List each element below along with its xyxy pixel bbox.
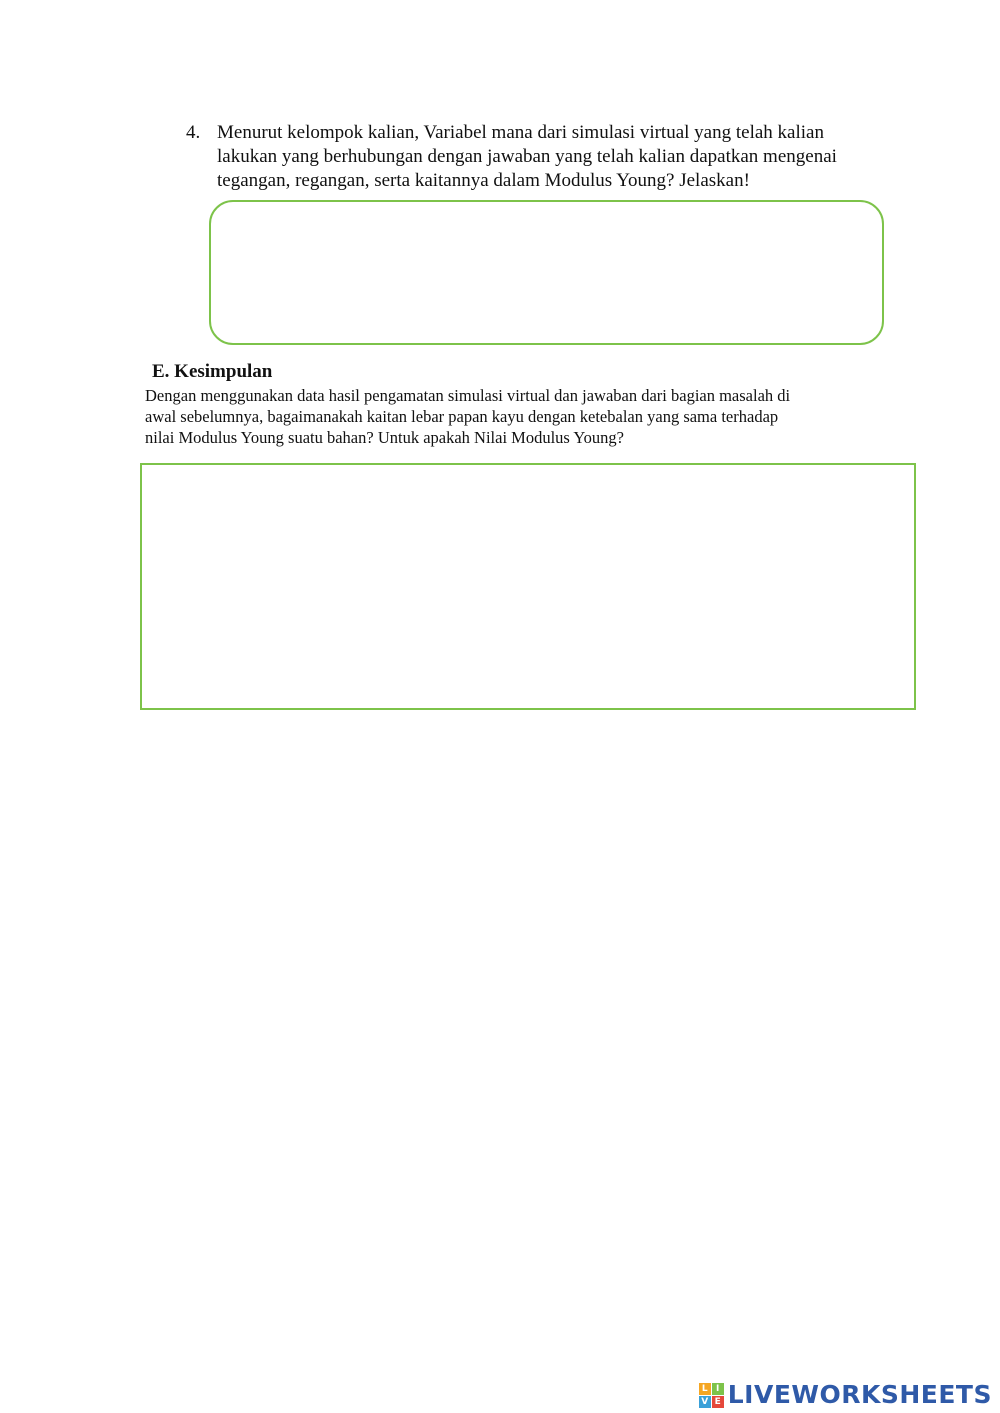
logo-wordmark: LIVEWORKSHEETS: [727, 1380, 992, 1409]
section-text-line: Dengan menggunakan data hasil pengamatan simulasi virtual dan jawaban dari bagian masalah di: [145, 386, 791, 405]
logo-letter: E: [712, 1396, 724, 1408]
liveworksheets-icon: [699, 1383, 724, 1408]
logo-letter: L: [699, 1383, 711, 1395]
logo-letter: V: [699, 1396, 711, 1408]
section-instructions: [145, 385, 885, 448]
logo-letter: I: [712, 1383, 724, 1395]
question-text-line: lakukan yang berhubungan dengan jawaban yang telah kalian dapatkan mengenai: [217, 146, 837, 167]
answer-box-question-4[interactable]: [209, 200, 884, 345]
section-text-line: awal sebelumnya, bagaimanakah kaitan lebar papan kayu dengan ketebalan yang sama terhadap: [145, 407, 779, 426]
section-heading-kesimpulan: E. Kesimpulan: [152, 361, 273, 382]
answer-box-kesimpulan[interactable]: [140, 463, 916, 710]
section-text-line: nilai Modulus Young suatu bahan? Untuk apakah Nilai Modulus Young?: [145, 428, 624, 447]
question-text: [217, 121, 897, 193]
question-text-line: Menurut kelompok kalian, Variabel mana dari simulasi virtual yang telah kalian: [217, 122, 824, 143]
question-text-line: tegangan, regangan, serta kaitannya dalam Modulus Young? Jelaskan!: [217, 170, 750, 191]
liveworksheets-logo: [699, 1381, 992, 1409]
question-number: 4.: [186, 122, 201, 143]
